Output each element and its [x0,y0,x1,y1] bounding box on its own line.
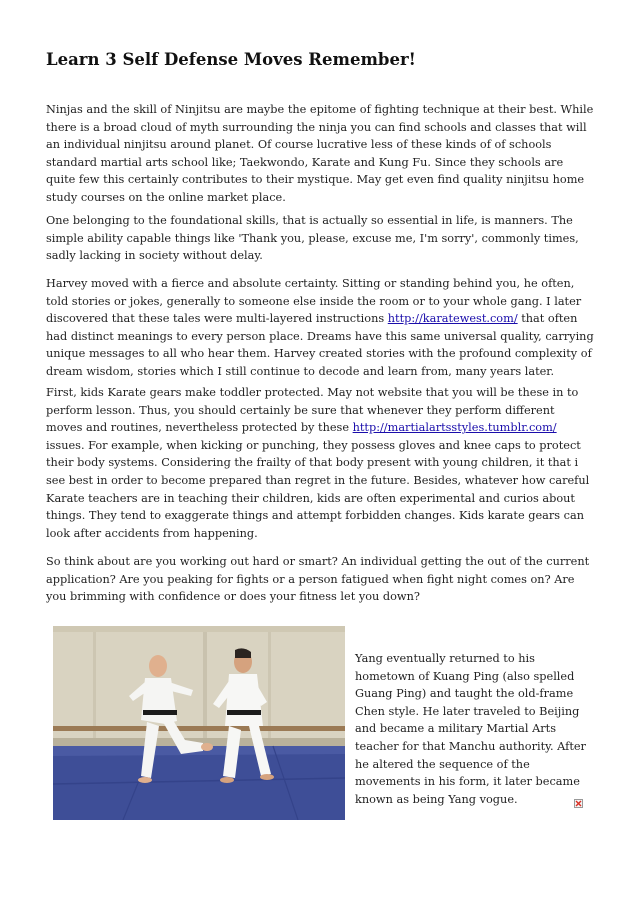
paragraph-karate-gears-text-b: issues. For example, when kicking or punching, they possess gloves and knee caps to protect their body systems. Considering the frailty of that body present with young children, it that i see best in order to become prepared than regret in the future. Besides, whatever how careful Karate teachers are in teaching their children, kids are often experimental and curios about things. They tend to exaggerate things and attempt forbidden changes. Kids karate gears can look after accidents from happening. [46,438,590,540]
side-paragraph-yang: Yang eventually returned to his hometown of Kuang Ping (also spelled Guang Ping) and taught the old-frame Chen style. He later traveled to Beijing and became a military Martial Arts teacher for that Manchu authority. After he altered the sequence of the movements in his form, it later became known as being Yang vogue. [355,652,586,806]
karatewest-link[interactable]: http://karatewest.com/ [387,312,518,326]
paragraph-fitness: So think about are you working out hard or smart? An individual getting the out of the current application? Are you peaking for fights or a person fatigued when fight night comes on? Are you brimming with confidence or does your fitness let you down? [46,555,590,604]
paragraph-ninjitsu: Ninjas and the skill of Ninjitsu are maybe the epitome of fighting technique at their best. While there is a broad cloud of myth surrounding the ninja you can find schools and classes that will an individual ninjitsu around planet. Of course lucrative less of these kinds of of schools standard martial arts school like; Taekwondo, Karate and Kung Fu. Since they schools are quite few this certainly contributes to their mystique. May get even find quality ninjitsu home study courses on the online market place. [46,103,594,204]
paragraph-karate-gears-text-a: First, kids Karate gears make toddler protected. May not website that you will be these in to perform lesson. Thus, you should certainly be sure that whenever they perform different moves and routines, nevertheless protected by these [46,386,579,435]
paragraph-manners: One belonging to the foundational skills, that is actually so essential in life, is manners. The simple ability capable things like 'Thank you, please, excuse me, I'm sorry', commonly times, sadly lacking in society without delay. [46,214,579,263]
karate-photo [53,626,345,820]
paragraph-karate-gears [46,384,594,542]
paragraph-harvey [46,275,594,381]
broken-image-icon [574,799,583,808]
paragraph-harvey-text-b: that often had distinct meanings to every person place. Dreams have this same universal quality, carrying unique messages to all who hear them. Harvey created stories with the profound complexity of dream wisdom, stories which I still continue to decode and learn from, many years later. [46,312,594,378]
paragraph-harvey-text-a: Harvey moved with a fierce and absolute certainty. Sitting or standing behind you, he often, told stories or jokes, generally to someone else inside the room or to your whole gang. I later discovered that these tales were multi-layered instructions [46,277,582,326]
article-title: Learn 3 Self Defense Moves Remember! [46,50,416,69]
martialartsstyles-link[interactable]: http://martialartsstyles.tumblr.com/ [352,421,557,435]
